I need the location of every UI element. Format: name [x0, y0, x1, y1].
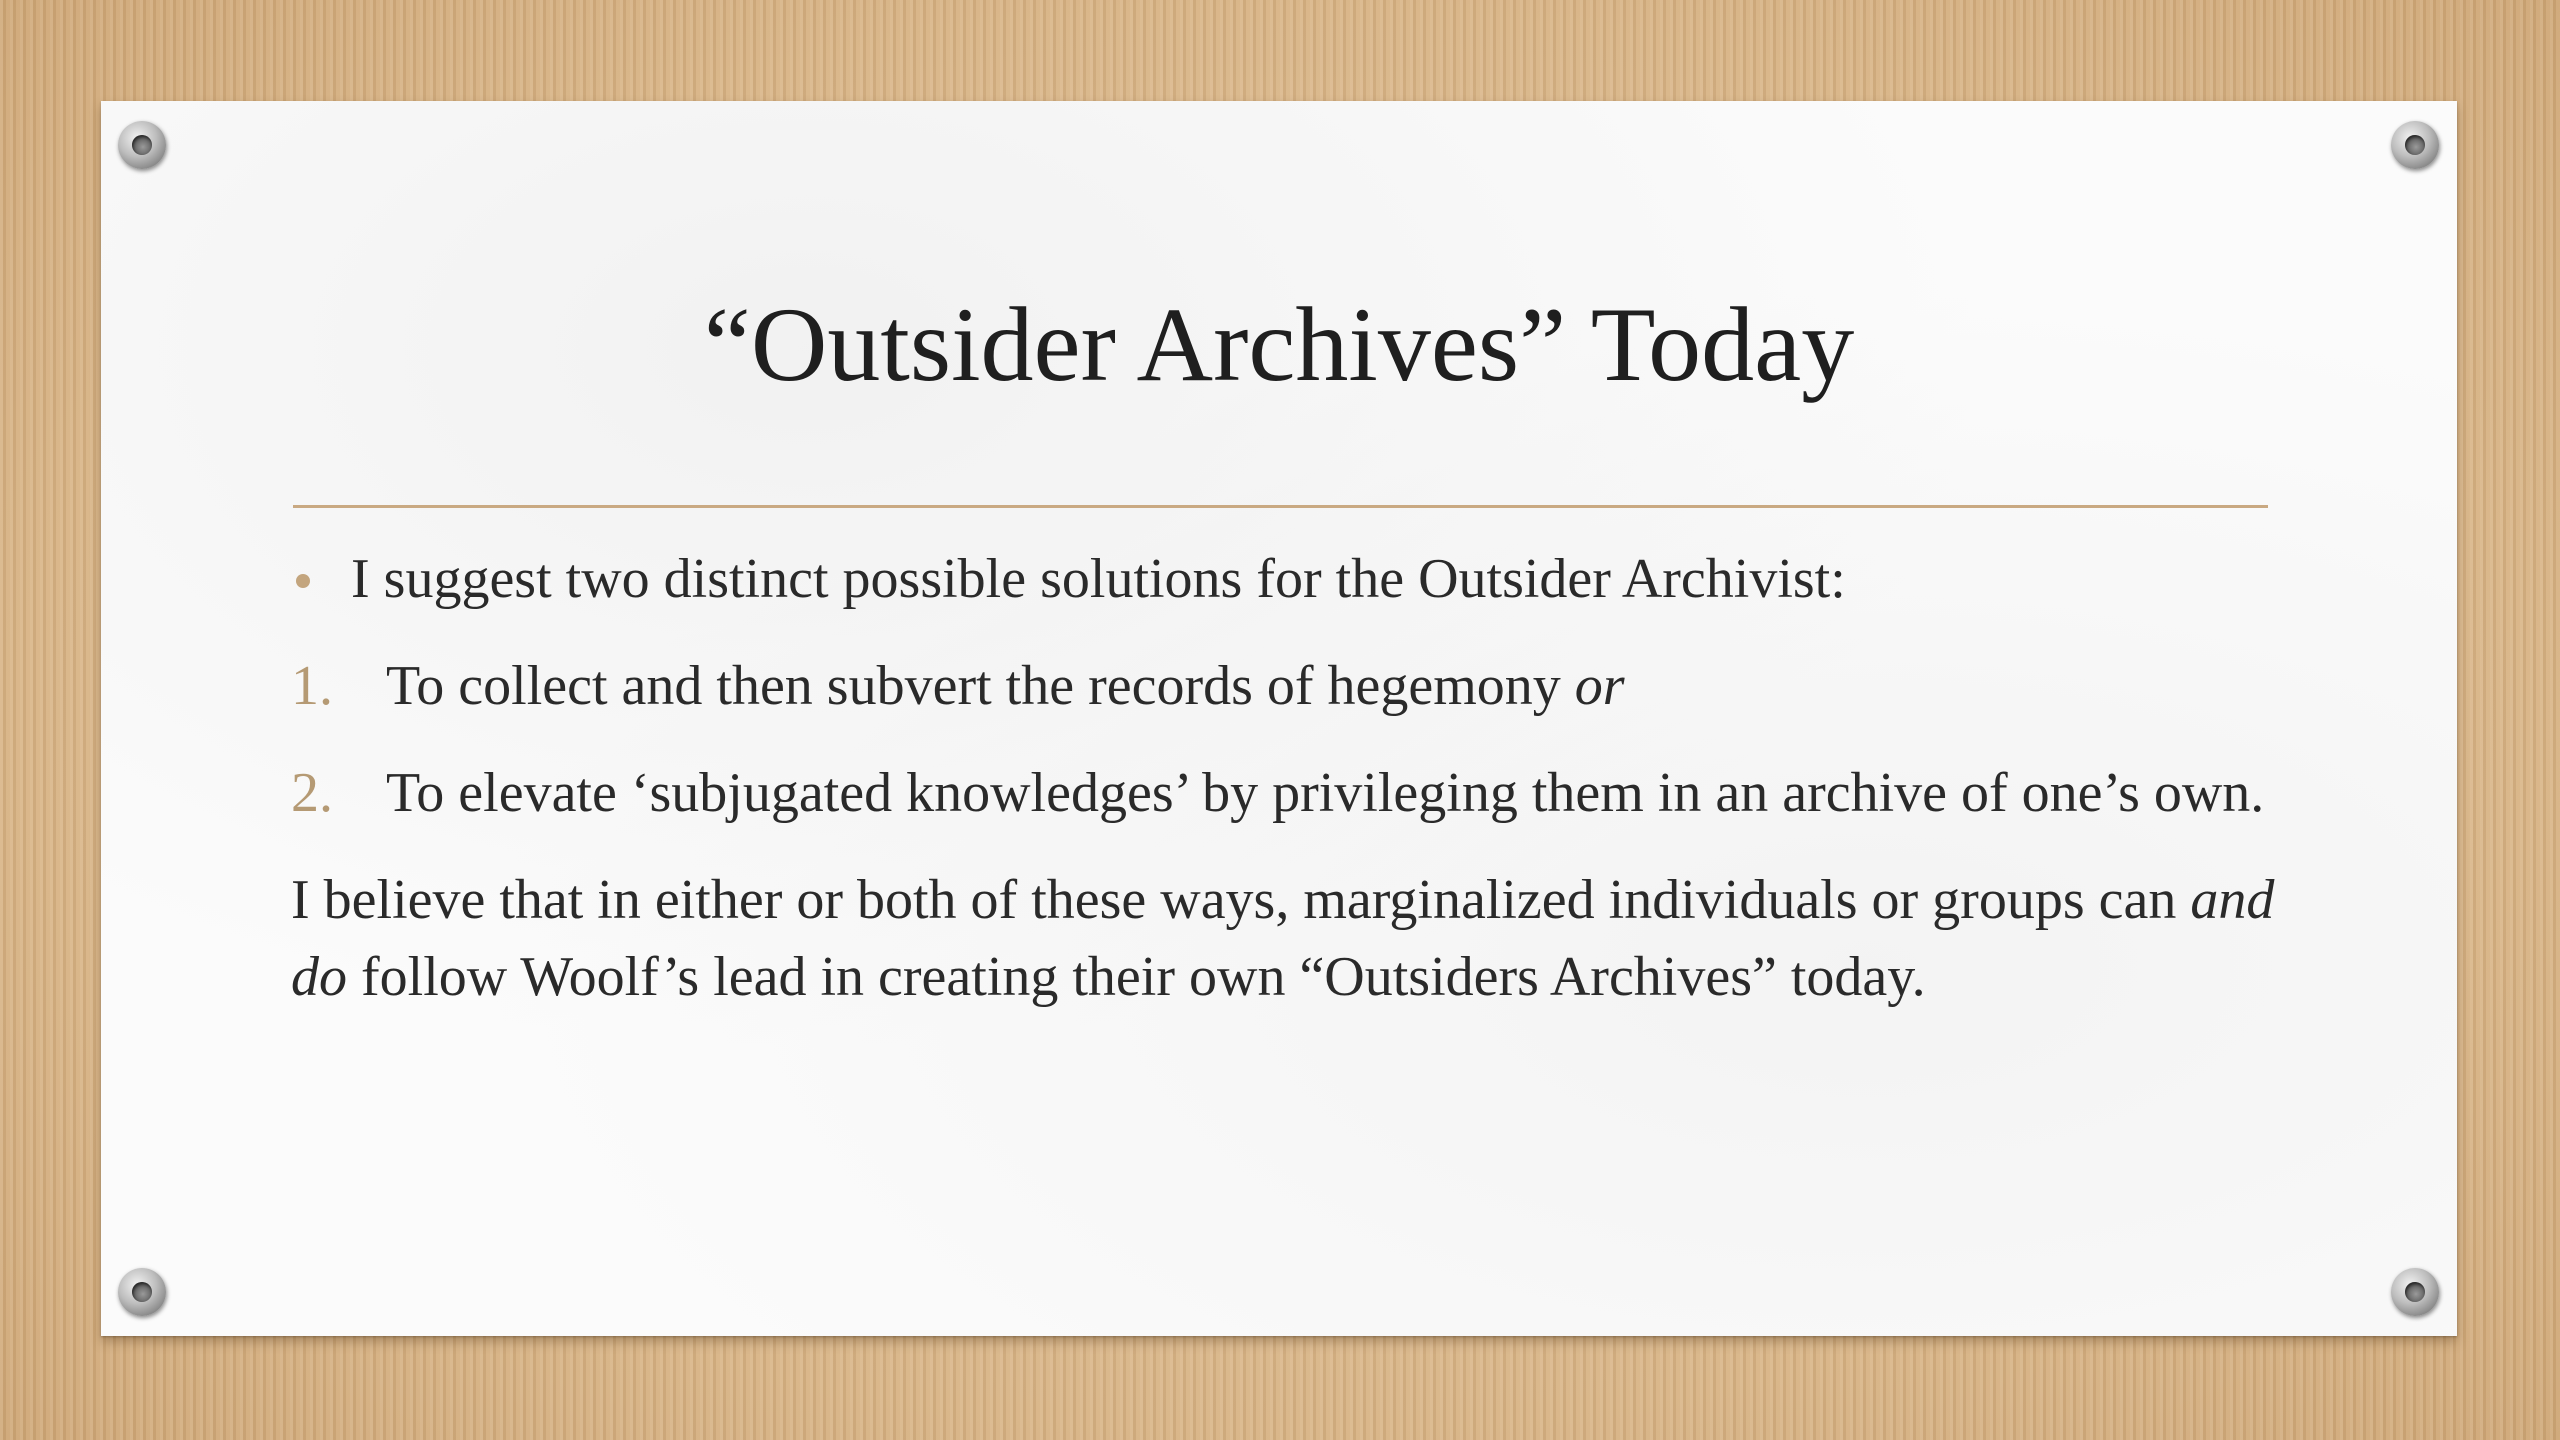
item-text: To collect and then subvert the records of hegemony — [386, 655, 1575, 717]
paragraph-text-2: follow Woolf’s lead in creating their own “Outsiders Archives” today. — [347, 946, 1926, 1008]
item-number: 1. — [291, 655, 333, 717]
screw-icon — [118, 1268, 166, 1316]
bullet-text: I suggest two distinct possible solutions for the Outsider Archivist: — [351, 548, 1846, 610]
screw-icon — [118, 121, 166, 169]
item-text: To elevate ‘subjugated knowledges’ by privileging them in an archive of one’s own. — [386, 762, 2265, 824]
screw-icon — [2391, 121, 2439, 169]
slide-card — [101, 101, 2457, 1336]
paragraph-text-1: I believe that in either or both of these ways, marginalized individuals or groups can — [291, 869, 2191, 931]
slide-title: “Outsider Archives” Today — [703, 286, 1855, 403]
item-number: 2. — [291, 762, 333, 824]
numbered-item-1 — [291, 648, 2291, 725]
item-emphasis: or — [1574, 655, 1625, 717]
closing-paragraph — [291, 862, 2291, 1016]
title-divider — [293, 505, 2268, 508]
bullet-dot-icon — [296, 574, 310, 588]
numbered-item-2 — [291, 755, 2291, 832]
screw-icon — [2391, 1268, 2439, 1316]
slide-body — [291, 541, 2291, 1016]
paragraph-emphasis: and do — [291, 869, 2275, 1008]
bullet-item — [291, 541, 2291, 618]
